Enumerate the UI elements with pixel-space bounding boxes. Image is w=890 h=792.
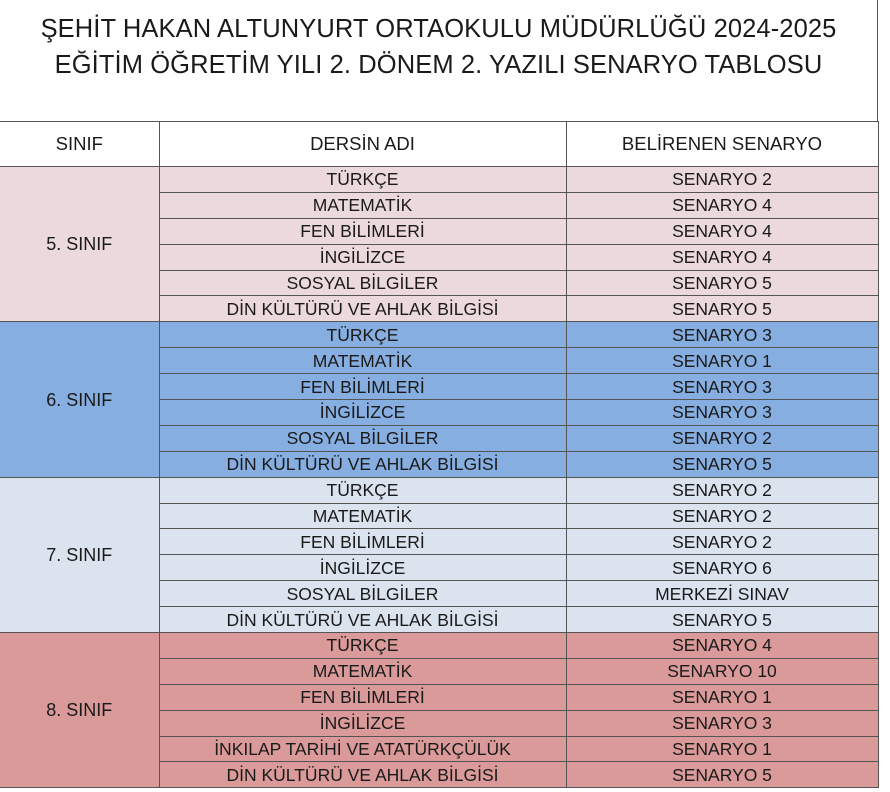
scenario-cell: SENARYO 4	[566, 218, 878, 244]
scenario-cell: SENARYO 2	[566, 503, 878, 529]
scenario-cell: SENARYO 6	[566, 555, 878, 581]
scenario-cell: MERKEZİ SINAV	[566, 581, 878, 607]
course-cell: TÜRKÇE	[159, 477, 566, 503]
course-cell: MATEMATİK	[159, 348, 566, 374]
scenario-cell: SENARYO 5	[566, 270, 878, 296]
scenario-cell: SENARYO 1	[566, 736, 878, 762]
table-body	[0, 167, 878, 788]
course-cell: İNGİLİZCE	[159, 400, 566, 426]
table-row	[0, 322, 878, 348]
course-cell: SOSYAL BİLGİLER	[159, 581, 566, 607]
header-row	[0, 122, 878, 167]
scenario-cell: SENARYO 2	[566, 477, 878, 503]
header-course: DERSİN ADI	[159, 122, 566, 167]
course-cell: MATEMATİK	[159, 503, 566, 529]
scenario-cell: SENARYO 3	[566, 400, 878, 426]
course-cell: SOSYAL BİLGİLER	[159, 425, 566, 451]
scenario-table	[0, 121, 879, 788]
course-cell: FEN BİLİMLERİ	[159, 218, 566, 244]
title-line-2: EĞİTİM ÖĞRETİM YILI 2. DÖNEM 2. YAZILI SENARYO TABLOSU	[54, 51, 823, 79]
course-cell: İNGİLİZCE	[159, 555, 566, 581]
grade-cell: 8. SINIF	[0, 633, 159, 788]
title-box	[0, 0, 878, 122]
course-cell: DİN KÜLTÜRÜ VE AHLAK BİLGİSİ	[159, 451, 566, 477]
scenario-cell: SENARYO 3	[566, 710, 878, 736]
document-title	[0, 0, 877, 83]
scenario-cell: SENARYO 5	[566, 296, 878, 322]
course-cell: DİN KÜLTÜRÜ VE AHLAK BİLGİSİ	[159, 762, 566, 788]
scenario-cell: SENARYO 4	[566, 244, 878, 270]
scenario-cell: SENARYO 1	[566, 684, 878, 710]
scenario-cell: SENARYO 2	[566, 425, 878, 451]
scenario-cell: SENARYO 3	[566, 322, 878, 348]
course-cell: DİN KÜLTÜRÜ VE AHLAK BİLGİSİ	[159, 296, 566, 322]
course-cell: FEN BİLİMLERİ	[159, 684, 566, 710]
grade-cell: 7. SINIF	[0, 477, 159, 632]
course-cell: MATEMATİK	[159, 192, 566, 218]
course-cell: MATEMATİK	[159, 658, 566, 684]
header-scenario: BELİRENEN SENARYO	[566, 122, 878, 167]
course-cell: DİN KÜLTÜRÜ VE AHLAK BİLGİSİ	[159, 607, 566, 633]
scenario-cell: SENARYO 5	[566, 607, 878, 633]
course-cell: TÜRKÇE	[159, 167, 566, 193]
scenario-cell: SENARYO 5	[566, 451, 878, 477]
scenario-cell: SENARYO 10	[566, 658, 878, 684]
title-line-1: ŞEHİT HAKAN ALTUNYURT ORTAOKULU MÜDÜRLÜĞÜ 2024-2025	[40, 15, 837, 43]
course-cell: İNGİLİZCE	[159, 244, 566, 270]
course-cell: FEN BİLİMLERİ	[159, 374, 566, 400]
course-cell: İNKILAP TARİHİ VE ATATÜRKÇÜLÜK	[159, 736, 566, 762]
course-cell: FEN BİLİMLERİ	[159, 529, 566, 555]
scenario-cell: SENARYO 2	[566, 167, 878, 193]
course-cell: SOSYAL BİLGİLER	[159, 270, 566, 296]
table-header	[0, 122, 878, 167]
scenario-cell: SENARYO 4	[566, 633, 878, 659]
scenario-cell: SENARYO 1	[566, 348, 878, 374]
grade-cell: 5. SINIF	[0, 167, 159, 322]
course-cell: İNGİLİZCE	[159, 710, 566, 736]
table-row	[0, 167, 878, 193]
scenario-cell: SENARYO 4	[566, 192, 878, 218]
scenario-cell: SENARYO 3	[566, 374, 878, 400]
scenario-cell: SENARYO 2	[566, 529, 878, 555]
grade-cell: 6. SINIF	[0, 322, 159, 477]
course-cell: TÜRKÇE	[159, 633, 566, 659]
header-grade: SINIF	[0, 122, 159, 167]
course-cell: TÜRKÇE	[159, 322, 566, 348]
table-row	[0, 477, 878, 503]
table-row	[0, 633, 878, 659]
scenario-cell: SENARYO 5	[566, 762, 878, 788]
